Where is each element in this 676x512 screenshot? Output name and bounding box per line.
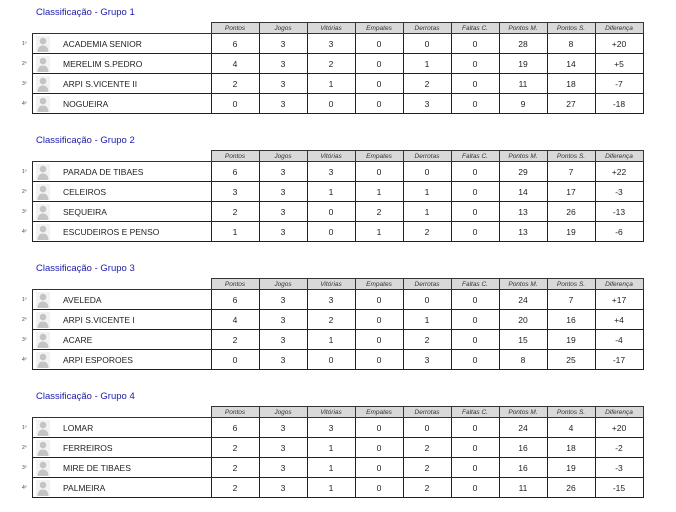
column-header: Vitórias [307, 151, 355, 162]
stat-cell: 3 [307, 162, 355, 182]
stat-cell: 3 [307, 34, 355, 54]
stat-cell: 8 [547, 34, 595, 54]
stat-cell: 3 [259, 350, 307, 370]
stat-cell: 14 [499, 182, 547, 202]
table-row [33, 34, 644, 54]
column-header: Pontos [211, 151, 259, 162]
team-cell [33, 330, 212, 350]
stat-cell: 0 [451, 478, 499, 498]
stat-cell: 3 [259, 54, 307, 74]
table-row [33, 350, 644, 370]
team-name: ESCUDEIROS E PENSO [63, 227, 160, 237]
stat-cell: 2 [211, 438, 259, 458]
stat-cell: 3 [259, 74, 307, 94]
stat-cell: 0 [307, 350, 355, 370]
stat-cell: -18 [595, 94, 643, 114]
avatar-icon [36, 56, 50, 72]
column-header: Pontos [211, 23, 259, 34]
column-header: Faltas C. [451, 279, 499, 290]
stat-cell: 1 [403, 54, 451, 74]
avatar-icon [36, 164, 50, 180]
stat-cell: 16 [499, 438, 547, 458]
stat-cell: 6 [211, 290, 259, 310]
rank-label: 2º [22, 317, 27, 323]
header-row [33, 151, 644, 162]
stat-cell: 2 [403, 222, 451, 242]
stat-cell: 0 [355, 438, 403, 458]
rank-label: 4º [22, 101, 27, 107]
stat-cell: 11 [499, 74, 547, 94]
team-name: ACARE [63, 335, 93, 345]
column-header: Vitórias [307, 279, 355, 290]
table-row [33, 478, 644, 498]
stat-cell: 9 [499, 94, 547, 114]
avatar-icon [36, 332, 50, 348]
stat-cell: 19 [547, 222, 595, 242]
stat-cell: -2 [595, 438, 643, 458]
avatar-icon [36, 96, 50, 112]
column-header: Vitórias [307, 23, 355, 34]
stat-cell: 0 [211, 350, 259, 370]
stat-cell: 3 [259, 34, 307, 54]
stat-cell: -7 [595, 74, 643, 94]
stat-cell: 0 [451, 310, 499, 330]
avatar-icon [36, 420, 50, 436]
header-row [33, 279, 644, 290]
stat-cell: 2 [403, 330, 451, 350]
stat-cell: 2 [211, 74, 259, 94]
team-cell [33, 418, 212, 438]
stat-cell: 13 [499, 222, 547, 242]
stat-cell: 0 [355, 34, 403, 54]
stat-cell: -13 [595, 202, 643, 222]
team-cell [33, 94, 212, 114]
standings-table [32, 278, 644, 370]
stat-cell: 0 [451, 94, 499, 114]
column-header: Jogos [259, 279, 307, 290]
team-name: NOGUEIRA [63, 99, 109, 109]
avatar-icon [36, 460, 50, 476]
header-row [33, 407, 644, 418]
stat-cell: 0 [403, 418, 451, 438]
stat-cell: 2 [403, 438, 451, 458]
stat-cell: 8 [499, 350, 547, 370]
team-name: ARPI S.VICENTE II [63, 79, 138, 89]
stat-cell: 0 [451, 74, 499, 94]
column-header: Pontos S. [547, 151, 595, 162]
column-header: Empates [355, 407, 403, 418]
stat-cell: 0 [355, 290, 403, 310]
group-standings [0, 256, 676, 384]
stat-cell: 3 [259, 478, 307, 498]
stat-cell: 3 [259, 418, 307, 438]
column-header: Diferença [595, 151, 643, 162]
stat-cell: 3 [259, 202, 307, 222]
stat-cell: -3 [595, 182, 643, 202]
team-name: SEQUEIRA [63, 207, 107, 217]
stat-cell: 1 [211, 222, 259, 242]
stat-cell: 13 [499, 202, 547, 222]
stat-cell: 2 [307, 310, 355, 330]
stat-cell: 0 [307, 202, 355, 222]
stat-cell: 0 [355, 94, 403, 114]
stat-cell: 7 [547, 290, 595, 310]
rank-label: 3º [22, 209, 27, 215]
stat-cell: 0 [451, 458, 499, 478]
standings-table [32, 22, 644, 114]
stat-cell: 26 [547, 202, 595, 222]
stat-cell: 0 [451, 418, 499, 438]
group-standings [0, 128, 676, 256]
rank-label: 2º [22, 61, 27, 67]
stat-cell: 6 [211, 34, 259, 54]
stat-cell: 28 [499, 34, 547, 54]
column-header: Pontos S. [547, 407, 595, 418]
stat-cell: 1 [403, 310, 451, 330]
stat-cell: 0 [355, 74, 403, 94]
team-name: ARPI ESPOROES [63, 355, 133, 365]
rank-label: 1º [22, 169, 27, 175]
team-name: ARPI S.VICENTE I [63, 315, 135, 325]
column-header: Faltas C. [451, 23, 499, 34]
stat-cell: 0 [211, 94, 259, 114]
column-header: Pontos M. [499, 279, 547, 290]
stat-cell: 17 [547, 182, 595, 202]
team-cell [33, 74, 212, 94]
stat-cell: 0 [355, 310, 403, 330]
table-row [33, 458, 644, 478]
avatar-icon [36, 224, 50, 240]
stat-cell: 2 [403, 74, 451, 94]
group-standings [0, 384, 676, 512]
table-row [33, 418, 644, 438]
header-row [33, 23, 644, 34]
table-row [33, 162, 644, 182]
stat-cell: 2 [211, 202, 259, 222]
rank-label: 3º [22, 465, 27, 471]
stat-cell: 26 [547, 478, 595, 498]
stat-cell: +4 [595, 310, 643, 330]
column-header: Jogos [259, 23, 307, 34]
stat-cell: 1 [307, 182, 355, 202]
team-name: MERELIM S.PEDRO [63, 59, 143, 69]
stat-cell: 0 [355, 330, 403, 350]
stat-cell: 6 [211, 162, 259, 182]
stat-cell: 2 [403, 458, 451, 478]
table-row [33, 290, 644, 310]
stat-cell: 27 [547, 94, 595, 114]
stat-cell: 1 [307, 74, 355, 94]
stat-cell: 0 [451, 222, 499, 242]
avatar-icon [36, 292, 50, 308]
avatar-icon [36, 352, 50, 368]
group-standings [0, 0, 676, 128]
team-name: AVELEDA [63, 295, 102, 305]
table-row [33, 438, 644, 458]
stat-cell: 3 [259, 458, 307, 478]
column-header: Empates [355, 151, 403, 162]
rank-label: 3º [22, 337, 27, 343]
stat-cell: 2 [211, 458, 259, 478]
column-header: Jogos [259, 151, 307, 162]
stat-cell: +20 [595, 34, 643, 54]
team-cell [33, 350, 212, 370]
group-title: Classificação - Grupo 4 [36, 391, 135, 402]
column-header: Empates [355, 23, 403, 34]
column-header: Derrotas [403, 279, 451, 290]
stat-cell: 0 [451, 438, 499, 458]
stat-cell: 3 [403, 94, 451, 114]
standings-table [32, 406, 644, 498]
team-name: PARADA DE TIBAES [63, 167, 144, 177]
header-blank [33, 279, 212, 290]
header-blank [33, 151, 212, 162]
team-cell [33, 54, 212, 74]
stat-cell: 0 [355, 418, 403, 438]
stat-cell: 14 [547, 54, 595, 74]
column-header: Derrotas [403, 23, 451, 34]
stat-cell: 3 [259, 222, 307, 242]
stat-cell: 1 [355, 222, 403, 242]
stat-cell: 0 [451, 34, 499, 54]
column-header: Derrotas [403, 407, 451, 418]
stat-cell: 16 [499, 458, 547, 478]
stat-cell: 1 [307, 458, 355, 478]
stat-cell: 3 [259, 310, 307, 330]
column-header: Pontos [211, 279, 259, 290]
stat-cell: +20 [595, 418, 643, 438]
team-cell [33, 310, 212, 330]
stat-cell: 0 [403, 290, 451, 310]
rank-label: 4º [22, 357, 27, 363]
stat-cell: 24 [499, 290, 547, 310]
avatar-icon [36, 440, 50, 456]
stat-cell: +17 [595, 290, 643, 310]
stat-cell: 2 [355, 202, 403, 222]
stat-cell: 19 [547, 330, 595, 350]
table-row [33, 182, 644, 202]
stat-cell: -4 [595, 330, 643, 350]
column-header: Diferença [595, 23, 643, 34]
stat-cell: 3 [259, 182, 307, 202]
team-name: MIRE DE TIBAES [63, 463, 131, 473]
team-name: LOMAR [63, 423, 94, 433]
stat-cell: 1 [307, 330, 355, 350]
stat-cell: 3 [403, 350, 451, 370]
group-title: Classificação - Grupo 1 [36, 7, 135, 18]
stat-cell: 4 [547, 418, 595, 438]
stat-cell: 2 [211, 330, 259, 350]
header-blank [33, 407, 212, 418]
stat-cell: 19 [499, 54, 547, 74]
table-row [33, 310, 644, 330]
stat-cell: +22 [595, 162, 643, 182]
team-cell [33, 458, 212, 478]
standings-table [32, 150, 644, 242]
team-cell [33, 438, 212, 458]
avatar-icon [36, 204, 50, 220]
stat-cell: 3 [259, 162, 307, 182]
stat-cell: 0 [451, 162, 499, 182]
avatar-icon [36, 76, 50, 92]
rank-label: 3º [22, 81, 27, 87]
team-name: CELEIROS [63, 187, 106, 197]
stat-cell: 3 [307, 418, 355, 438]
stat-cell: 2 [403, 478, 451, 498]
team-cell [33, 478, 212, 498]
stat-cell: 3 [307, 290, 355, 310]
stat-cell: 20 [499, 310, 547, 330]
column-header: Pontos S. [547, 23, 595, 34]
team-cell [33, 222, 212, 242]
stat-cell: 0 [355, 54, 403, 74]
stat-cell: 29 [499, 162, 547, 182]
stat-cell: 18 [547, 438, 595, 458]
stat-cell: 7 [547, 162, 595, 182]
stat-cell: -17 [595, 350, 643, 370]
stat-cell: 0 [403, 34, 451, 54]
stat-cell: 0 [355, 458, 403, 478]
rank-label: 2º [22, 189, 27, 195]
stat-cell: 0 [403, 162, 451, 182]
stat-cell: 1 [307, 438, 355, 458]
stat-cell: 3 [259, 438, 307, 458]
team-name: ACADEMIA SENIOR [63, 39, 142, 49]
rank-label: 1º [22, 425, 27, 431]
stat-cell: 3 [259, 330, 307, 350]
table-row [33, 74, 644, 94]
stat-cell: 0 [451, 54, 499, 74]
team-name: PALMEIRA [63, 483, 106, 493]
column-header: Faltas C. [451, 151, 499, 162]
team-name: FERREIROS [63, 443, 113, 453]
table-row [33, 330, 644, 350]
stat-cell: 0 [355, 162, 403, 182]
stat-cell: 4 [211, 310, 259, 330]
stat-cell: -3 [595, 458, 643, 478]
column-header: Pontos M. [499, 23, 547, 34]
stat-cell: 15 [499, 330, 547, 350]
column-header: Diferença [595, 279, 643, 290]
stat-cell: 0 [451, 330, 499, 350]
stat-cell: 1 [403, 182, 451, 202]
stat-cell: 4 [211, 54, 259, 74]
stat-cell: 0 [451, 350, 499, 370]
stat-cell: 0 [451, 290, 499, 310]
rank-label: 2º [22, 445, 27, 451]
stat-cell: -6 [595, 222, 643, 242]
stat-cell: 1 [403, 202, 451, 222]
column-header: Jogos [259, 407, 307, 418]
stat-cell: 3 [259, 94, 307, 114]
column-header: Faltas C. [451, 407, 499, 418]
stat-cell: 0 [451, 182, 499, 202]
stat-cell: 0 [307, 94, 355, 114]
stat-cell: 16 [547, 310, 595, 330]
table-row [33, 202, 644, 222]
stat-cell: 3 [211, 182, 259, 202]
column-header: Diferença [595, 407, 643, 418]
stat-cell: 18 [547, 74, 595, 94]
stat-cell: 24 [499, 418, 547, 438]
stat-cell: +5 [595, 54, 643, 74]
avatar-icon [36, 312, 50, 328]
team-cell [33, 290, 212, 310]
group-title: Classificação - Grupo 2 [36, 135, 135, 146]
team-cell [33, 162, 212, 182]
stat-cell: 1 [355, 182, 403, 202]
rank-label: 1º [22, 297, 27, 303]
column-header: Pontos [211, 407, 259, 418]
stat-cell: 6 [211, 418, 259, 438]
column-header: Pontos M. [499, 407, 547, 418]
avatar-icon [36, 184, 50, 200]
stat-cell: 0 [307, 222, 355, 242]
group-title: Classificação - Grupo 3 [36, 263, 135, 274]
table-row [33, 94, 644, 114]
column-header: Derrotas [403, 151, 451, 162]
team-cell [33, 182, 212, 202]
avatar-icon [36, 36, 50, 52]
column-header: Pontos M. [499, 151, 547, 162]
header-blank [33, 23, 212, 34]
stat-cell: 0 [355, 350, 403, 370]
team-cell [33, 34, 212, 54]
stat-cell: 2 [211, 478, 259, 498]
stat-cell: 25 [547, 350, 595, 370]
stat-cell: -15 [595, 478, 643, 498]
stat-cell: 3 [259, 290, 307, 310]
stat-cell: 19 [547, 458, 595, 478]
table-row [33, 222, 644, 242]
table-row [33, 54, 644, 74]
rank-label: 4º [22, 485, 27, 491]
stat-cell: 0 [355, 478, 403, 498]
stat-cell: 11 [499, 478, 547, 498]
rank-label: 4º [22, 229, 27, 235]
stat-cell: 0 [451, 202, 499, 222]
rank-label: 1º [22, 41, 27, 47]
column-header: Vitórias [307, 407, 355, 418]
avatar-icon [36, 480, 50, 496]
stat-cell: 1 [307, 478, 355, 498]
team-cell [33, 202, 212, 222]
column-header: Pontos S. [547, 279, 595, 290]
stat-cell: 2 [307, 54, 355, 74]
column-header: Empates [355, 279, 403, 290]
